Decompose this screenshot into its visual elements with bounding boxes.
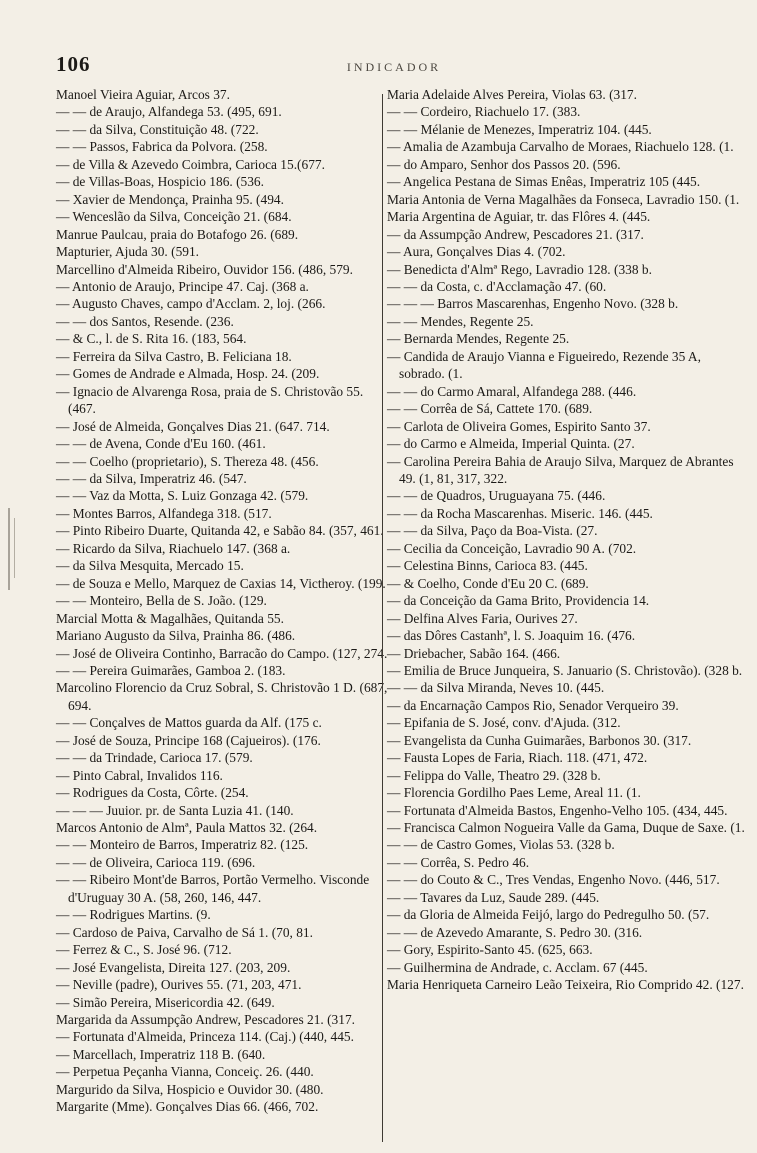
directory-entry: — Delfina Alves Faria, Ourives 27. bbox=[387, 610, 578, 626]
directory-entry: — — Vaz da Motta, S. Luiz Gonzaga 42. (579. bbox=[56, 488, 309, 504]
directory-entry: — José de Souza, Principe 168 (Cajueiros). (176. bbox=[56, 732, 321, 748]
directory-entry: — — Rodrigues Martins. (9. bbox=[56, 907, 211, 923]
directory-entry: — — da Rocha Mascarenhas. Miseric. 146. (445. bbox=[387, 505, 653, 521]
directory-entry: Margurido da Silva, Hospicio e Ouvidor 30. (480. bbox=[56, 1081, 324, 1097]
left-column bbox=[56, 86, 391, 1116]
directory-entry: — & Coelho, Conde d'Eu 20 C. (689. bbox=[387, 575, 589, 591]
directory-entry: — Gory, Espirito-Santo 45. (625, 663. bbox=[387, 942, 593, 958]
right-column bbox=[387, 86, 745, 994]
directory-entry: — da Assumpção Andrew, Pescadores 21. (317. bbox=[387, 226, 644, 242]
directory-entry: Margarite (Mme). Gonçalves Dias 66. (466, 702. bbox=[56, 1099, 319, 1115]
directory-entry: — — da Costa, c. d'Acclamação 47. (60. bbox=[387, 278, 607, 294]
directory-entry: — Gomes de Andrade e Almada, Hosp. 24. (209. bbox=[56, 366, 320, 382]
directory-entry: — Amalia de Azambuja Carvalho de Moraes, Riachuelo 128. (1. bbox=[387, 139, 734, 155]
directory-entry: Maria Henriqueta Carneiro Leão Teixeira, Rio Comprido 42. (127. bbox=[387, 977, 744, 993]
directory-entry: — Aura, Gonçalves Dias 4. (702. bbox=[387, 244, 566, 260]
page-number: 106 bbox=[56, 52, 91, 76]
directory-entry: — de Villa & Azevedo Coimbra, Carioca 15.(677. bbox=[56, 156, 325, 172]
directory-entry: — Marcellach, Imperatriz 118 B. (640. bbox=[56, 1046, 266, 1062]
directory-entry: Maria Argentina de Aguiar, tr. das Flôres 4. (445. bbox=[387, 209, 651, 225]
directory-entry: — do Carmo e Almeida, Imperial Quinta. (27. bbox=[387, 436, 635, 452]
directory-entry: — Pinto Ribeiro Duarte, Quitanda 42, e Sabão 84. (357, 461. bbox=[56, 523, 384, 539]
column-divider bbox=[382, 94, 383, 1142]
directory-entry: — & C., l. de S. Rita 16. (183, 564. bbox=[56, 331, 247, 347]
directory-entry: Marcos Antonio de Almª, Paula Mattos 32. (264. bbox=[56, 820, 318, 836]
directory-entry: — Perpetua Peçanha Vianna, Conceiç. 26. (440. bbox=[56, 1064, 314, 1080]
page-header bbox=[56, 52, 732, 78]
directory-entry: — — — Barros Mascarenhas, Engenho Novo. (328 b. bbox=[387, 296, 679, 312]
directory-entry: Marcial Motta & Magalhães, Quitanda 55. bbox=[56, 610, 284, 626]
directory-entry: — do Amparo, Senhor dos Passos 20. (596. bbox=[387, 156, 621, 172]
directory-entry: — Fortunata d'Almeida, Princeza 114. (Caj.) (440, 445. bbox=[56, 1029, 354, 1045]
directory-entry: — Cecilia da Conceição, Lavradio 90 A. (702. bbox=[387, 540, 637, 556]
directory-entry: — Montes Barros, Alfandega 318. (517. bbox=[56, 505, 272, 521]
directory-entry: — José Evangelista, Direita 127. (203, 209. bbox=[56, 959, 291, 975]
directory-entry: — Francisca Calmon Nogueira Valle da Gama, Duque de Saxe. (1. bbox=[387, 820, 745, 836]
running-head: INDICADOR bbox=[346, 60, 442, 74]
directory-entry: — — Monteiro de Barros, Imperatriz 82. (125. bbox=[56, 837, 309, 853]
directory-entry: — — da Silva, Paço da Boa-Vista. (27. bbox=[387, 523, 598, 539]
directory-entry: — José de Almeida, Gonçalves Dias 21. (647. 714. bbox=[56, 418, 330, 434]
directory-entry: — — da Trindade, Carioca 17. (579. bbox=[56, 750, 253, 766]
directory-entry: — — Corrêa, S. Pedro 46. bbox=[387, 854, 530, 870]
directory-entry: — — da Silva, Constituição 48. (722. bbox=[56, 121, 259, 137]
directory-entry: — — de Oliveira, Carioca 119. (696. bbox=[56, 854, 256, 870]
directory-entry: — Wenceslão da Silva, Conceição 21. (684. bbox=[56, 209, 292, 225]
directory-entry: Marcolino Florencio da Cruz Sobral, S. Christovão 1 D. (687, 694. bbox=[56, 680, 388, 713]
directory-entry: — — da Silva, Imperatriz 46. (547. bbox=[56, 470, 247, 486]
directory-entry: — de Villas-Boas, Hospicio 186. (536. bbox=[56, 174, 264, 190]
directory-entry: — das Dôres Castanhª, l. S. Joaquim 16. (476. bbox=[387, 628, 636, 644]
directory-entry: — Neville (padre), Ourives 55. (71, 203, 471. bbox=[56, 977, 302, 993]
directory-entry: Mariano Augusto da Silva, Prainha 86. (486. bbox=[56, 628, 296, 644]
directory-entry: Manoel Vieira Aguiar, Arcos 37. bbox=[56, 87, 230, 102]
directory-entry: — — Tavares da Luz, Saude 289. (445. bbox=[387, 889, 600, 905]
directory-entry: Manrue Paulcau, praia do Botafogo 26. (689. bbox=[56, 226, 299, 242]
directory-entry: — Cardoso de Paiva, Carvalho de Sá 1. (70, 81. bbox=[56, 924, 313, 940]
directory-entry: — Rodrigues da Costa, Côrte. (254. bbox=[56, 785, 249, 801]
directory-entry: — — de Avena, Conde d'Eu 160. (461. bbox=[56, 436, 266, 452]
directory-entry: — — Conçalves de Mattos guarda da Alf. (175 c. bbox=[56, 715, 322, 731]
directory-entry: — Carlota de Oliveira Gomes, Espirito Santo 37. bbox=[387, 418, 651, 434]
directory-entry: Marcellino d'Almeida Ribeiro, Ouvidor 156. (486, 579. bbox=[56, 261, 353, 277]
directory-entry: — Candida de Araujo Vianna e Figueiredo, Rezende 35 A, sobrado. (1. bbox=[387, 348, 701, 382]
directory-entry: — — Mélanie de Menezes, Imperatriz 104. (445. bbox=[387, 121, 652, 137]
directory-entry: — — Corrêa de Sá, Cattete 170. (689. bbox=[387, 401, 593, 417]
directory-entry: — — de Araujo, Alfandega 53. (495, 691. bbox=[56, 104, 282, 120]
directory-entry: — — de Castro Gomes, Violas 53. (328 b. bbox=[387, 837, 615, 853]
directory-entry: — Celestina Binns, Carioca 83. (445. bbox=[387, 558, 588, 574]
directory-entry: — Guilhermina de Andrade, c. Acclam. 67 (445. bbox=[387, 959, 648, 975]
directory-entry: — Ferreira da Silva Castro, B. Feliciana 18. bbox=[56, 348, 292, 364]
directory-entry: — Felippa do Valle, Theatro 29. (328 b. bbox=[387, 767, 601, 783]
directory-entry: — de Souza e Mello, Marquez de Caxias 14, Victheroy. (199. bbox=[56, 575, 386, 591]
directory-entry: — — Cordeiro, Riachuelo 17. (383. bbox=[387, 104, 581, 120]
directory-entry: — José de Oliveira Continho, Barracão do Campo. (127, 274. bbox=[56, 645, 388, 661]
directory-entry: — Epifania de S. José, conv. d'Ajuda. (312. bbox=[387, 715, 621, 731]
directory-entry: — — da Silva Miranda, Neves 10. (445. bbox=[387, 680, 605, 696]
directory-entry: — — Mendes, Regente 25. bbox=[387, 313, 534, 329]
directory-columns bbox=[56, 86, 746, 1146]
directory-entry: — Ferrez & C., S. José 96. (712. bbox=[56, 942, 232, 958]
directory-entry: Mapturier, Ajuda 30. (591. bbox=[56, 244, 200, 260]
directory-entry: — Antonio de Araujo, Principe 47. Caj. (368 a. bbox=[56, 278, 309, 294]
directory-entry: — — de Quadros, Uruguayana 75. (446. bbox=[387, 488, 606, 504]
directory-entry: — Fausta Lopes de Faria, Riach. 118. (471, 472. bbox=[387, 750, 648, 766]
directory-entry: — Benedicta d'Almª Rego, Lavradio 128. (338 b. bbox=[387, 261, 652, 277]
directory-entry: — Angelica Pestana de Simas Enêas, Imperatriz 105 (445. bbox=[387, 174, 701, 190]
directory-entry: Margarida da Assumpção Andrew, Pescadores 21. (317. bbox=[56, 1012, 355, 1028]
directory-entry: — da Conceição da Gama Brito, Providencia 14. bbox=[387, 593, 650, 609]
directory-entry: — — do Carmo Amaral, Alfandega 288. (446. bbox=[387, 383, 637, 399]
directory-entry: — — do Couto & C., Tres Vendas, Engenho Novo. (446, 517. bbox=[387, 872, 720, 888]
directory-entry: — — — Juuior. pr. de Santa Luzia 41. (140. bbox=[56, 802, 294, 818]
directory-entry: Maria Antonia de Verna Magalhães da Fonseca, Lavradio 150. (1. bbox=[387, 191, 740, 207]
directory-entry: — — Pereira Guimarães, Gamboa 2. (183. bbox=[56, 662, 286, 678]
directory-entry: — Emilia de Bruce Junqueira, S. Januario (S. Christovão). (328 b. bbox=[387, 662, 743, 678]
directory-entry: — — Monteiro, Bella de S. João. (129. bbox=[56, 593, 267, 609]
directory-entry: — Carolina Pereira Bahia de Araujo Silva, Marquez de Abrantes 49. (1, 81, 317, 322. bbox=[387, 453, 734, 486]
directory-entry: — Florencia Gordilho Paes Leme, Areal 11. (1. bbox=[387, 785, 641, 801]
directory-entry: — da Gloria de Almeida Feijó, largo do Pedregulho 50. (57. bbox=[387, 907, 710, 923]
directory-entry: — — de Azevedo Amarante, S. Pedro 30. (316. bbox=[387, 924, 643, 940]
directory-entry: — — Passos, Fabrica da Polvora. (258. bbox=[56, 139, 268, 155]
directory-entry: — Fortunata d'Almeida Bastos, Engenho-Velho 105. (434, 445. bbox=[387, 802, 728, 818]
directory-entry: — — dos Santos, Resende. (236. bbox=[56, 313, 234, 329]
directory-entry: — — Coelho (proprietario), S. Thereza 48. (456. bbox=[56, 453, 319, 469]
directory-entry: — Driebacher, Sabão 164. (466. bbox=[387, 645, 561, 661]
directory-entry: — — Ribeiro Mont'de Barros, Portão Vermelho. Visconde d'Uruguay 30 A. (58, 260, 146, 447. bbox=[56, 872, 370, 905]
directory-entry: — Pinto Cabral, Invalidos 116. bbox=[56, 767, 223, 783]
directory-entry: — Xavier de Mendonça, Prainha 95. (494. bbox=[56, 191, 284, 207]
directory-entry: Maria Adelaide Alves Pereira, Violas 63. (317. bbox=[387, 87, 637, 102]
directory-entry: — Augusto Chaves, campo d'Acclam. 2, loj. (266. bbox=[56, 296, 326, 312]
directory-entry: — Bernarda Mendes, Regente 25. bbox=[387, 331, 570, 347]
directory-entry: — Simão Pereira, Misericordia 42. (649. bbox=[56, 994, 275, 1010]
directory-entry: — Ricardo da Silva, Riachuelo 147. (368 a. bbox=[56, 540, 291, 556]
directory-entry: — Ignacio de Alvarenga Rosa, praia de S. Christovão 55. (467. bbox=[56, 383, 364, 417]
directory-entry: — da Encarnação Campos Rio, Senador Verqueiro 39. bbox=[387, 697, 679, 713]
directory-entry: — Evangelista da Cunha Guimarães, Barbonos 30. (317. bbox=[387, 732, 692, 748]
directory-entry: — da Silva Mesquita, Mercado 15. bbox=[56, 558, 244, 574]
margin-binding-mark bbox=[8, 508, 32, 590]
